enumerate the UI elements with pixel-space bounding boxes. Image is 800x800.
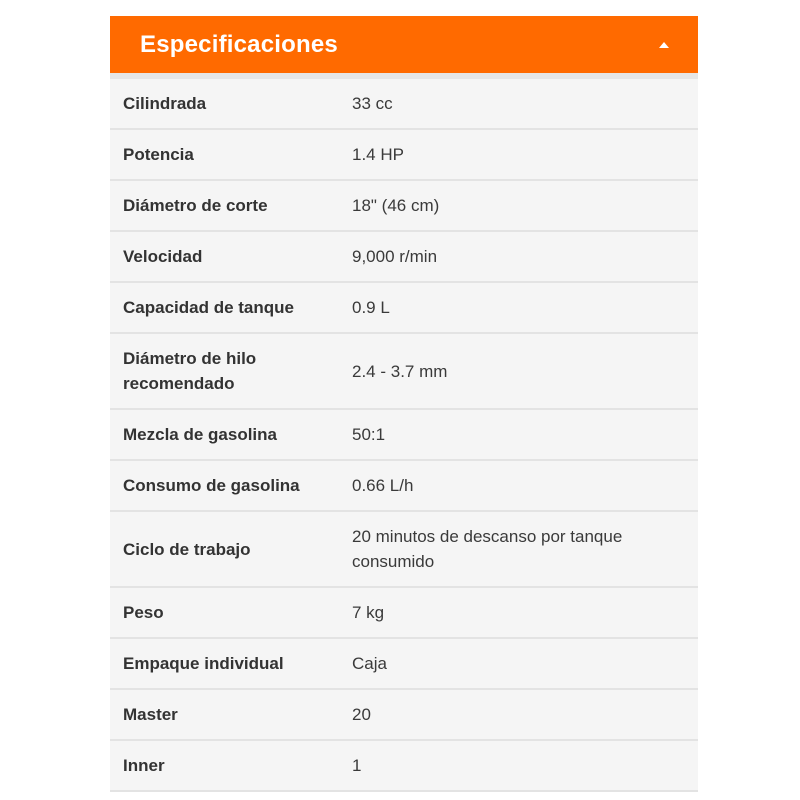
- spec-label: Potencia: [123, 145, 194, 164]
- spec-label: Velocidad: [123, 247, 203, 266]
- specifications-header[interactable]: [110, 16, 698, 73]
- spec-label: Ciclo de trabajo: [123, 539, 251, 559]
- spec-value: 0.9 L: [352, 298, 390, 317]
- spec-row-inner: [110, 741, 698, 792]
- spec-label: Diámetro de hilo recomendado: [123, 349, 257, 393]
- spec-row-empaque: [110, 639, 698, 690]
- specifications-panel: [110, 16, 698, 792]
- spec-value: 2.4 - 3.7 mm: [352, 361, 448, 381]
- spec-value: 18" (46 cm): [352, 196, 440, 215]
- spec-value: Caja: [352, 654, 387, 673]
- spec-value: 20: [352, 705, 371, 724]
- spec-value: 50:1: [352, 425, 386, 444]
- spec-row-master: [110, 690, 698, 741]
- spec-label: Consumo de gasolina: [123, 476, 300, 495]
- specifications-table: [110, 73, 698, 792]
- spec-label: Diámetro de corte: [123, 196, 268, 215]
- spec-row-ciclo-trabajo: [110, 512, 698, 588]
- spec-row-cilindrada: [110, 79, 698, 130]
- spec-label: Cilindrada: [123, 94, 207, 113]
- spec-value: 33 cc: [352, 94, 393, 113]
- spec-label: Inner: [123, 756, 165, 775]
- spec-row-potencia: [110, 130, 698, 181]
- spec-row-capacidad-tanque: [110, 283, 698, 334]
- spec-value: 1.4 HP: [352, 145, 404, 164]
- caret-up-icon[interactable]: [659, 42, 669, 48]
- spec-row-diametro-hilo: [110, 334, 698, 410]
- spec-label: Empaque individual: [123, 654, 284, 673]
- spec-row-peso: [110, 588, 698, 639]
- spec-row-diametro-corte: [110, 181, 698, 232]
- spec-value: 1: [352, 756, 362, 775]
- spec-row-consumo-gasolina: [110, 461, 698, 512]
- spec-label: Peso: [123, 603, 164, 622]
- spec-value: 7 kg: [352, 603, 385, 622]
- spec-row-mezcla-gasolina: [110, 410, 698, 461]
- spec-row-velocidad: [110, 232, 698, 283]
- spec-label: Mezcla de gasolina: [123, 425, 277, 444]
- spec-value: 0.66 L/h: [352, 476, 414, 495]
- spec-label: Capacidad de tanque: [123, 298, 294, 317]
- spec-value: 9,000 r/min: [352, 247, 438, 266]
- specifications-title: Especificaciones: [140, 30, 338, 58]
- spec-value: 20 minutos de descanso por tanque consumido: [352, 527, 623, 571]
- spec-label: Master: [123, 705, 178, 724]
